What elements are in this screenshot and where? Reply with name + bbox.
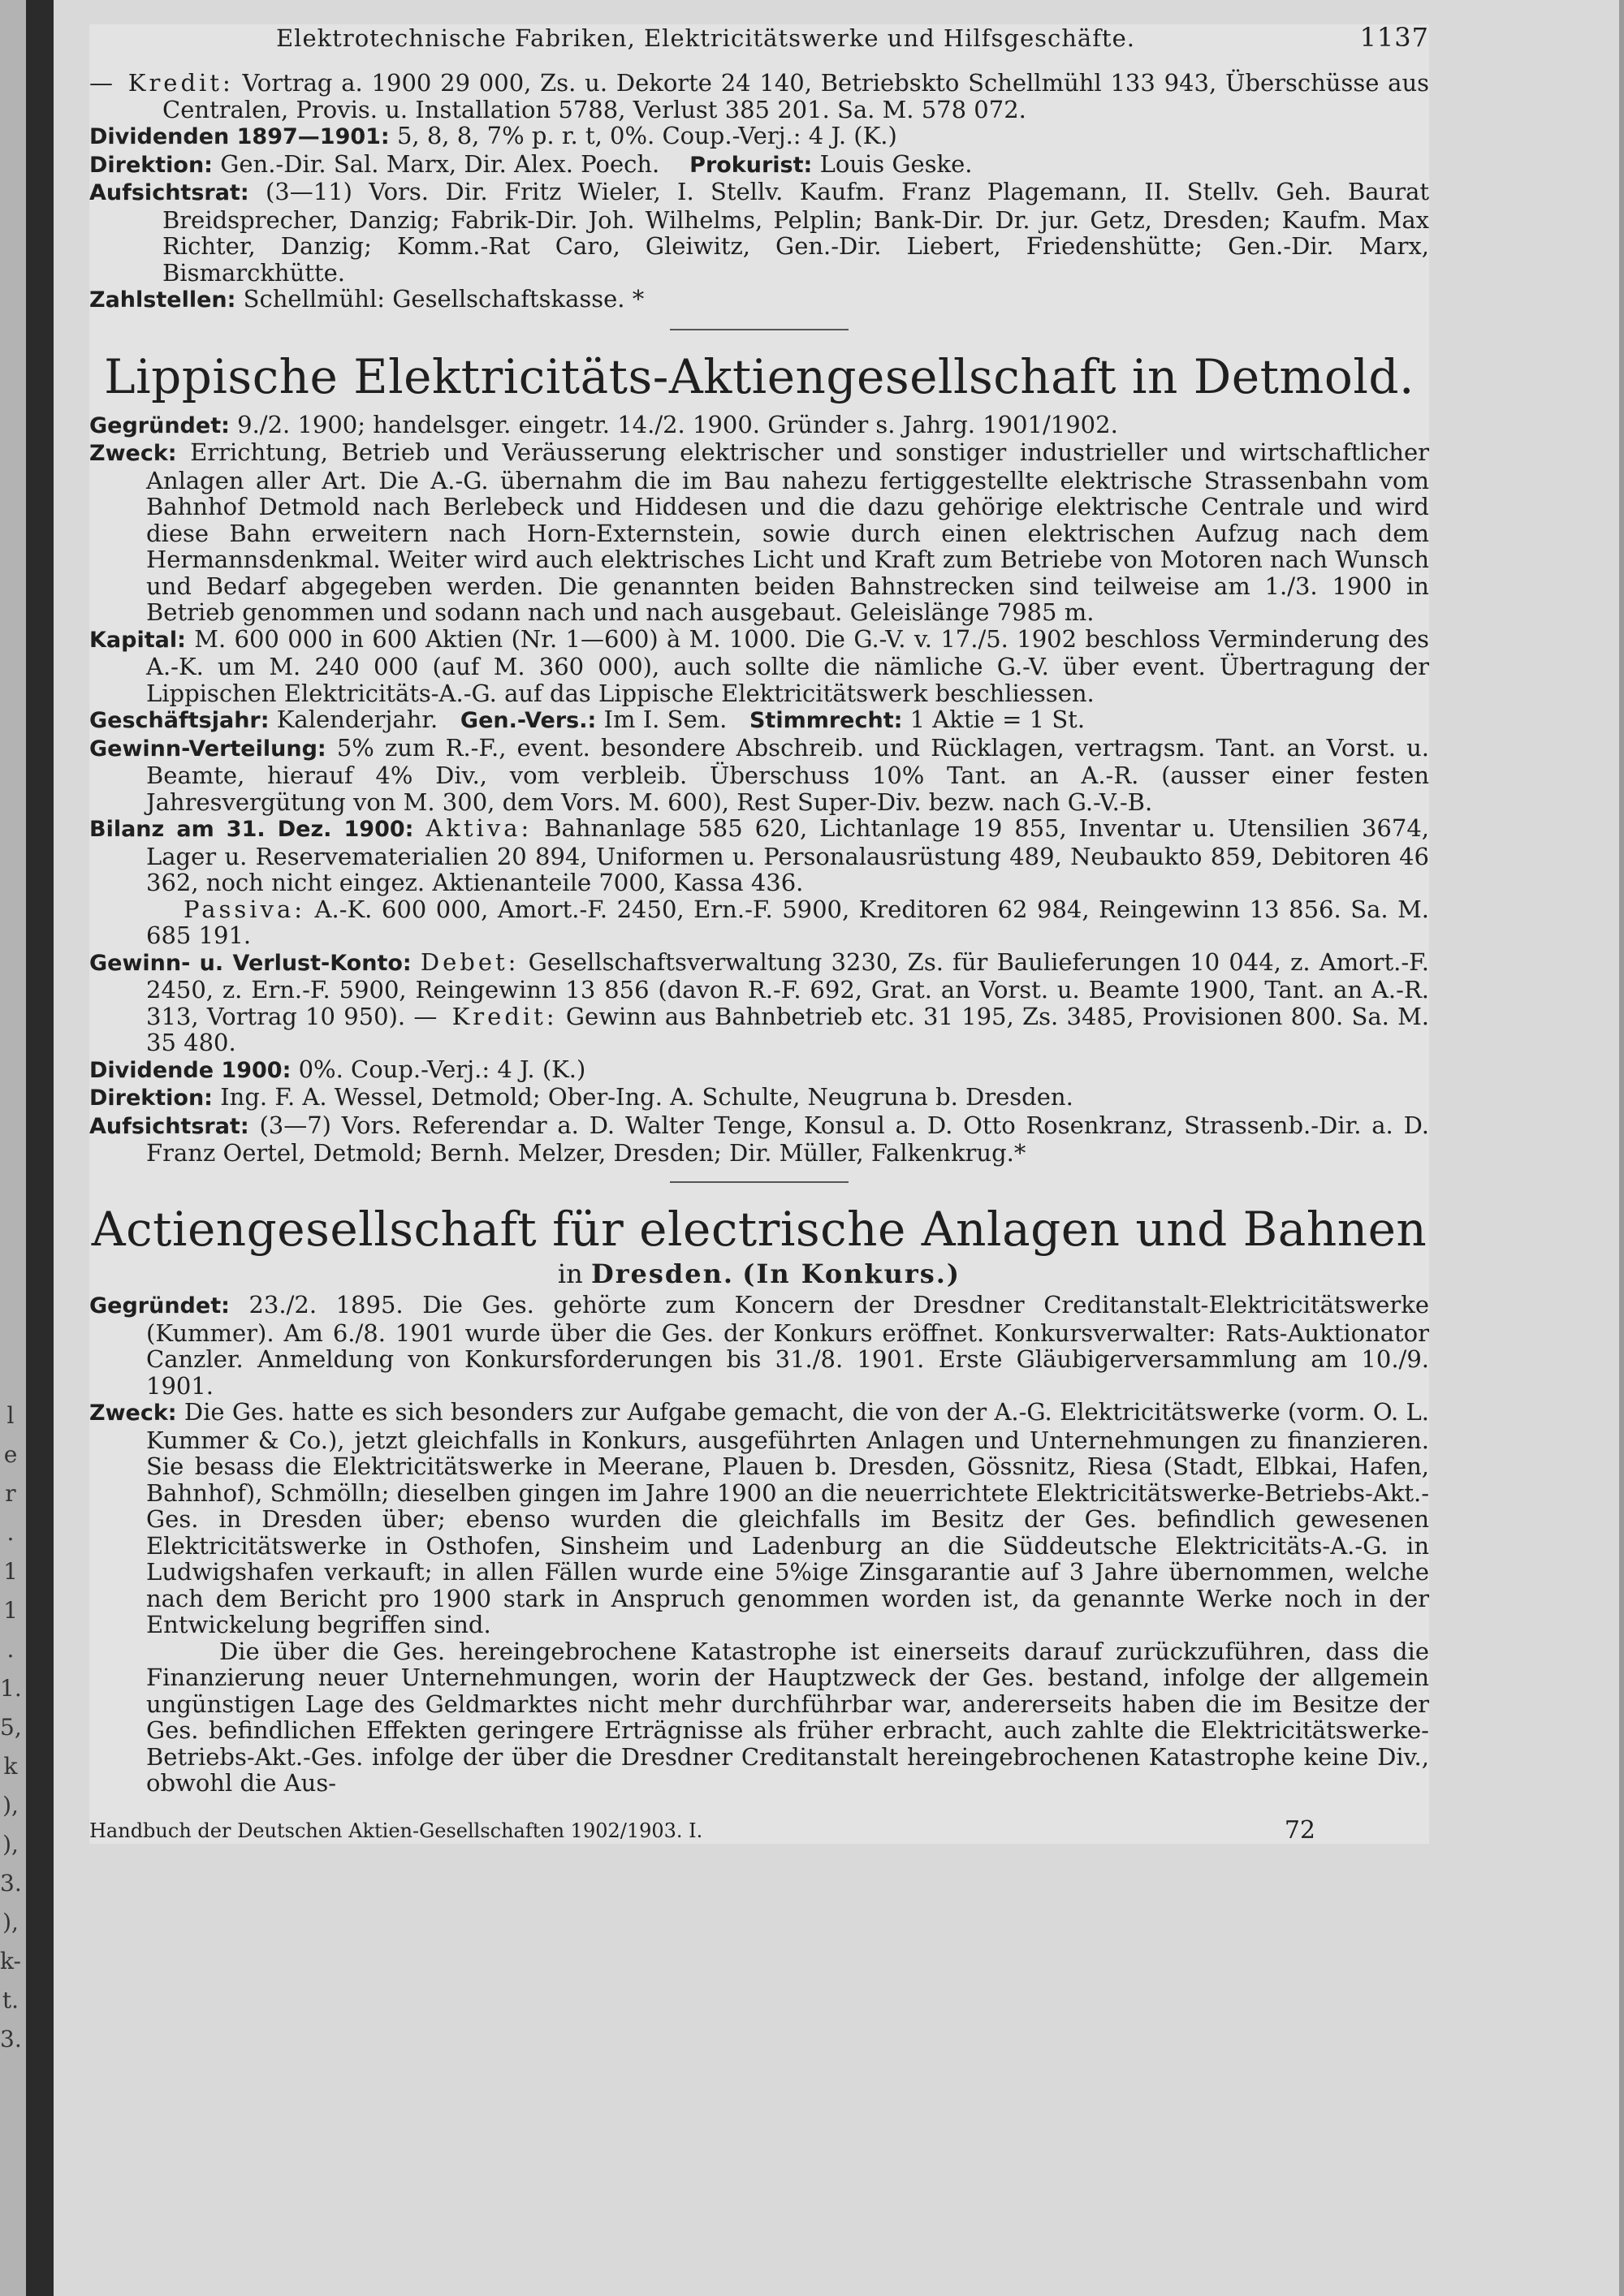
- prev-dividenden: [89, 123, 1429, 151]
- sub-status: (In Konkurs.): [742, 1258, 961, 1289]
- zweck-text: Errichtung, Betrieb und Veräusserung elektrischer und sonstiger industrieller und wirtschaftlicher Anlagen aller Art. Die A.-G. übernahm die im Bau nahezu fertiggestellte elektrische Strassenbahn vom Bahnhof Detmold nach Berlebeck und Hiddesen und die dazu gehörige elektrische Centrale und wird diese Bahn erweitern nach Horn-Externstein, sowie durch einen elektrischen Aufzug nach dem Hermannsdenkmal. Weiter wird auch elektrisches Licht und Kraft zum Betriebe von Motoren nach Wunsch und Bedarf abgegeben werden. Die genannten beiden Bahnstrecken sind teilweise am 1./3. 1900 in Betrieb genommen und sodann nach und nach ausgebaut. Geleislänge 7985 m.: [146, 438, 1430, 626]
- passiva-text: A.-K. 600 000, Amort.-F. 2450, Ern.-F. 5900, Kreditoren 62 984, Reingewinn 13 856. Sa. M. 685 191.: [146, 895, 1430, 949]
- bilanz-label: Bilanz am 31. Dez. 1900:: [89, 817, 414, 842]
- gewinnverteilung-text: 5% zum R.-F., event. besondere Abschreib. und Rücklagen, vertragsm. Tant. an Vorst. u. Beamte, hierauf 4% Div., vom verbleib. Überschuss 10% Tant. an A.-R. (ausser einer festen Jahresvergütung von M. 300, dem Vors. M. 600), Rest Super-Div. bezw. nach G.-V.-B.: [146, 733, 1430, 816]
- direktion-text: Gen.-Dir. Sal. Marx, Dir. Alex. Poech.: [220, 149, 660, 178]
- margin-mark: .: [6, 1519, 15, 1546]
- margin-mark: l: [6, 1402, 15, 1429]
- company-title-lippische: Lippische Elektricitäts-Aktiengesellschaft in Detmold.: [104, 348, 1415, 404]
- book-spine-shadow: [26, 0, 54, 2296]
- kredit2-label: — Kredit:: [413, 1002, 558, 1030]
- kapital-text: M. 600 000 in 600 Aktien (Nr. 1—600) à M. 1000. Die G.-V. v. 17./5. 1902 beschloss Verminderung des A.-K. um M. 240 000 (auf M. 360 000), auch sollte die nämliche G.-V. über event. Übertragung der Lippischen Elektricitäts-A.-G. auf das Lippische Elektricitätswerk beschliessen.: [146, 624, 1430, 707]
- lippische-gewinnverteilung: [89, 735, 1429, 816]
- kredit-label: — Kredit:: [89, 69, 234, 97]
- page-header: [89, 24, 1429, 70]
- direktion2-text: Ing. F. A. Wessel, Detmold; Ober-Ing. A. Schulte, Neugruna b. Dresden.: [220, 1083, 1073, 1111]
- margin-mark: .: [6, 1636, 15, 1663]
- lippische-kapital: [89, 626, 1429, 707]
- geschaeftsjahr-label: Geschäftsjahr:: [89, 708, 270, 733]
- gegruendet2-text: 23./2. 1895. Die Ges. gehörte zum Koncern der Dresdner Creditanstalt-Elektricitätswerke (Kummer). Am 6./8. 1901 wurde über die Ges. der Konkurs eröffnet. Konkursverwalter: Rats-Auktionator Canzler. Anmeldung von Konkursforderungen bis 31./8. 1901. Erste Gläubigerversammlung am 10./9. 1901.: [146, 1291, 1430, 1400]
- margin-mark: 1: [3, 1597, 18, 1624]
- kapital-label: Kapital:: [89, 627, 186, 653]
- genvers-label: Gen.-Vers.:: [460, 708, 597, 733]
- zweck-label: Zweck:: [89, 441, 177, 466]
- gegruendet-text: 9./2. 1900; handelsger. eingetr. 14./2. 1900. Gründer s. Jahrg. 1901/1902.: [237, 410, 1118, 438]
- gegruendet-label: Gegründet:: [89, 412, 230, 438]
- zweck2-label: Zweck:: [89, 1400, 177, 1426]
- aufsichtsrat2-text: (3—7) Vors. Referendar a. D. Walter Tenge, Konsul a. D. Otto Rosenkranz, Strassenb.-Dir. a. D. Franz Oertel, Detmold; Bernh. Melzer, Dresden; Dir. Müller, Falkenkrug.*: [146, 1111, 1430, 1167]
- passiva-label: Passiva:: [184, 895, 306, 923]
- running-title: Elektrotechnische Fabriken, Elektricitätswerke und Hilfsgeschäfte.: [276, 24, 1135, 52]
- company-subtitle: [89, 1258, 1429, 1289]
- dividenden-text: 5, 8, 8, 7% p. r. t, 0%. Coup.-Verj.: 4 J. (K.): [396, 122, 897, 149]
- page-footer: [89, 1815, 1429, 1845]
- aufsichtsrat-label: Aufsichtsrat:: [89, 180, 249, 205]
- margin-mark: 3.: [0, 2026, 22, 2052]
- margin-mark: 5,: [0, 1714, 22, 1741]
- dividende-text: 0%. Coup.-Verj.: 4 J. (K.): [298, 1055, 586, 1083]
- aktiva-label: Aktiva:: [425, 814, 533, 842]
- guv-label: Gewinn- u. Verlust-Konto:: [89, 950, 412, 976]
- aktiva-text: Bahnanlage 585 620, Lichtanlage 19 855, Inventar u. Utensilien 3674, Lager u. Reservematerialien 20 894, Uniformen u. Personalausrüstung 489, Neubaukto 859, Debitoren 46 362, noch nicht eingez. Aktienanteile 7000, Kassa 436.: [146, 814, 1429, 896]
- lippische-gegruendet: [89, 412, 1429, 440]
- lippische-dividende: [89, 1056, 1429, 1085]
- margin-mark: r: [5, 1480, 16, 1507]
- prokurist-label: Prokurist:: [689, 152, 813, 178]
- document-page: [89, 24, 1429, 1844]
- actien-zweck: [89, 1399, 1429, 1638]
- genvers-text: Im I. Sem.: [603, 706, 728, 733]
- aufsichtsrat-text: (3—11) Vors. Dir. Fritz Wieler, I. Stellv. Kaufm. Franz Plagemann, II. Stellv. Geh. Baurat Breidsprecher, Danzig; Fabrik-Dir. Joh. Wilhelms, Pelplin; Bank-Dir. Dr. jur. Getz, Dresden; Kaufm. Max Richter, Danzig; Komm.-Rat Caro, Gleiwitz, Gen.-Dir. Liebert, Friedenshütte; Gen.-Dir. Marx, Bismarckhütte.: [162, 178, 1430, 287]
- section-divider: [670, 1181, 849, 1183]
- stimmrecht-label: Stimmrecht:: [749, 708, 903, 733]
- lippische-guv: [89, 949, 1429, 1056]
- dividenden-label: Dividenden 1897—1901:: [89, 124, 390, 149]
- geschaeftsjahr-text: Kalenderjahr.: [276, 706, 438, 733]
- margin-mark: 3.: [0, 1870, 22, 1897]
- kredit2-text: Gewinn aus Bahnbetrieb etc. 31 195, Zs. 3485, Provisionen 800. Sa. M. 35 480.: [146, 1002, 1430, 1056]
- lippische-bilanz: [89, 815, 1429, 949]
- lippische-aufsichtsrat: [89, 1112, 1429, 1167]
- aufsichtsrat2-label: Aufsichtsrat:: [89, 1113, 249, 1139]
- gegruendet2-label: Gegründet:: [89, 1293, 230, 1318]
- lippische-zweck: [89, 439, 1429, 626]
- zahlstellen-text: Schellmühl: Gesellschaftskasse. *: [243, 285, 645, 313]
- margin-mark: ),: [2, 1792, 19, 1819]
- sub-city: Dresden.: [590, 1258, 735, 1289]
- prev-zahlstellen: [89, 286, 1429, 314]
- lippische-geschaeftsjahr: [89, 706, 1429, 735]
- margin-mark: k: [3, 1753, 18, 1780]
- adjacent-page-margin: [0, 1396, 21, 2059]
- prev-kredit: [89, 70, 1429, 123]
- company-title-actien: Actiengesellschaft für electrische Anlagen und Bahnen: [91, 1201, 1427, 1257]
- margin-mark: t.: [2, 1987, 19, 2013]
- sub-in: in: [557, 1258, 583, 1289]
- prev-aufsichtsrat: [89, 179, 1429, 286]
- section-divider: [670, 329, 849, 330]
- dividende-label: Dividende 1900:: [89, 1057, 292, 1083]
- zahlstellen-label: Zahlstellen:: [89, 287, 236, 313]
- prokurist-text: Louis Geske.: [819, 149, 973, 178]
- footer-source: Handbuch der Deutschen Aktien-Gesellschaften 1902/1903. I.: [89, 1819, 703, 1842]
- gewinnverteilung-label: Gewinn-Verteilung:: [89, 736, 326, 762]
- margin-mark: 1.: [0, 1675, 22, 1702]
- kredit-text: Vortrag a. 1900 29 000, Zs. u. Dekorte 24 140, Betriebskto Schellmühl 133 943, Überschüsse aus Centralen, Provis. u. Installation 5788, Verlust 385 201. Sa. M. 578 072.: [162, 69, 1430, 123]
- direktion2-label: Direktion:: [89, 1085, 213, 1111]
- margin-mark: ),: [2, 1909, 19, 1936]
- margin-mark: e: [3, 1441, 18, 1468]
- actien-paragraph: Die über die Ges. hereingebrochene Katastrophe ist einerseits darauf zurückzuführen, dass die Finanzierung neuer Unternehmungen, worin der Hauptzweck der Ges. bestand, infolge der allgemein ungünstigen Lage des Geldmarktes nicht mehr durchführbar war, andererseits haben die im Besitze der Ges. befindlichen Effekten geringere Erträgnisse als früher erbracht, auch zahlte die Elektricitätswerke-Betriebs-Akt.-Ges. infolge der über die Dresdner Creditanstalt hereingebrochenen Katastrophe keine Div., obwohl die Aus-: [146, 1637, 1429, 1797]
- margin-mark: ),: [2, 1831, 19, 1858]
- page-number: 1137: [1359, 22, 1429, 53]
- direktion-label: Direktion:: [89, 152, 213, 178]
- lippische-direktion: [89, 1084, 1429, 1112]
- debet-text: Gesellschaftsverwaltung 3230, Zs. für Baulieferungen 10 044, z. Amort.-F. 2450, z. Ern.-F. 5900, Reingewinn 13 856 (davon R.-F. 692, Grat. an Vorst. u. Beamte 1900, Tant. an A.-R. 313, Vortrag 10 950).: [146, 947, 1430, 1030]
- debet-label: Debet:: [420, 947, 520, 976]
- actien-gegruendet: [89, 1292, 1429, 1399]
- scan-right-edge: [1619, 0, 1624, 2296]
- footer-sheet-number: 72: [1284, 1815, 1315, 1845]
- margin-mark: 1: [3, 1558, 18, 1585]
- stimmrecht-text: 1 Aktie = 1 St.: [909, 706, 1086, 733]
- prev-direktion: [89, 151, 1429, 179]
- margin-mark: k-: [0, 1948, 21, 1974]
- zweck2-text: Die Ges. hatte es sich besonders zur Aufgabe gemacht, die von der A.-G. Elektricitätswerke (vorm. O. L. Kummer & Co.), jetzt gleichfalls in Konkurs, ausgeführten Anlagen und Unternehmungen zu finanzieren. Sie besass die Elektricitätswerke in Meerane, Plauen b. Dresden, Gössnitz, Riesa (Stadt, Elbkai, Hafen, Bahnhof), Schmölln; dieselben gingen im Jahre 1900 an die neuerrichtete Elektricitätswerke-Betriebs-Akt.-Ges. in Dresden über; ebenso wurden die gleichfalls im Besitz der Ges. befindlich gewesenen Elektricitätswerke in Osthofen, Sinsheim und Ladenburg an die Süddeutsche Elektricitäts-A.-G. in Ludwigshafen verkauft; in allen Fällen wurde eine 5%ige Zinsgarantie auf 3 Jahre übernommen, welche nach dem Bericht pro 1900 stark in Anspruch genommen worden ist, da genannte Werke noch in der Entwickelung begriffen sind.: [146, 1398, 1429, 1638]
